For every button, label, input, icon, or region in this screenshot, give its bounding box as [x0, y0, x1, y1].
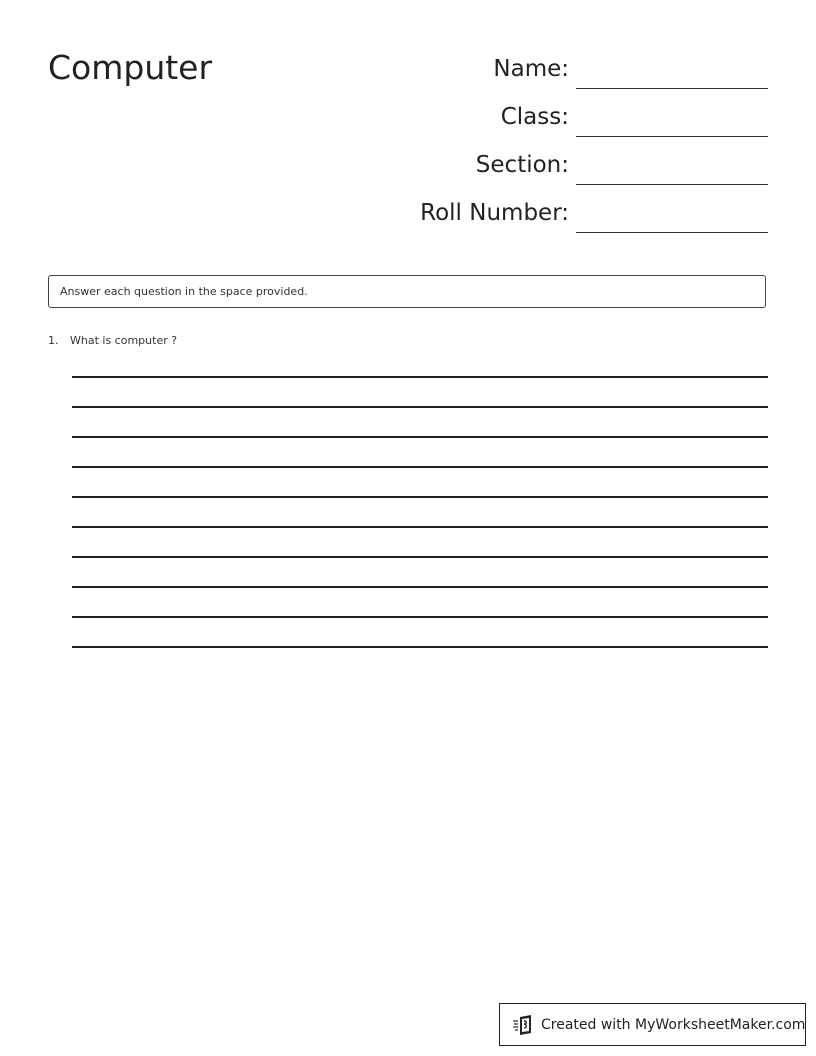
- question-text: What is computer ?: [70, 334, 178, 347]
- roll-number-label: Roll Number:: [420, 200, 569, 226]
- name-label: Name:: [493, 56, 569, 82]
- section-label: Section:: [475, 152, 569, 178]
- roll-number-field: [380, 194, 768, 234]
- answer-line[interactable]: [72, 526, 768, 528]
- footer-badge[interactable]: [499, 1003, 806, 1046]
- answer-line[interactable]: [72, 376, 768, 378]
- answer-line[interactable]: [72, 406, 768, 408]
- worksheet-title: Computer: [48, 48, 213, 87]
- instructions-text: Answer each question in the space provided.: [60, 285, 308, 298]
- answer-line[interactable]: [72, 496, 768, 498]
- class-label: Class:: [500, 104, 569, 130]
- name-blank-line[interactable]: [576, 88, 768, 89]
- answer-line[interactable]: [72, 616, 768, 618]
- name-field: [380, 50, 768, 90]
- section-field: [380, 146, 768, 186]
- answer-line[interactable]: [72, 436, 768, 438]
- answer-line[interactable]: [72, 466, 768, 468]
- class-field: [380, 98, 768, 138]
- roll-number-blank-line[interactable]: [576, 232, 768, 233]
- answer-line[interactable]: [72, 646, 768, 648]
- section-blank-line[interactable]: [576, 184, 768, 185]
- answer-line[interactable]: [72, 556, 768, 558]
- instructions-box: [48, 275, 766, 308]
- answer-line[interactable]: [72, 586, 768, 588]
- question-number: 1.: [48, 334, 59, 347]
- class-blank-line[interactable]: [576, 136, 768, 137]
- footer-text: Created with MyWorksheetMaker.com: [541, 1017, 806, 1033]
- book-icon: [512, 1013, 536, 1037]
